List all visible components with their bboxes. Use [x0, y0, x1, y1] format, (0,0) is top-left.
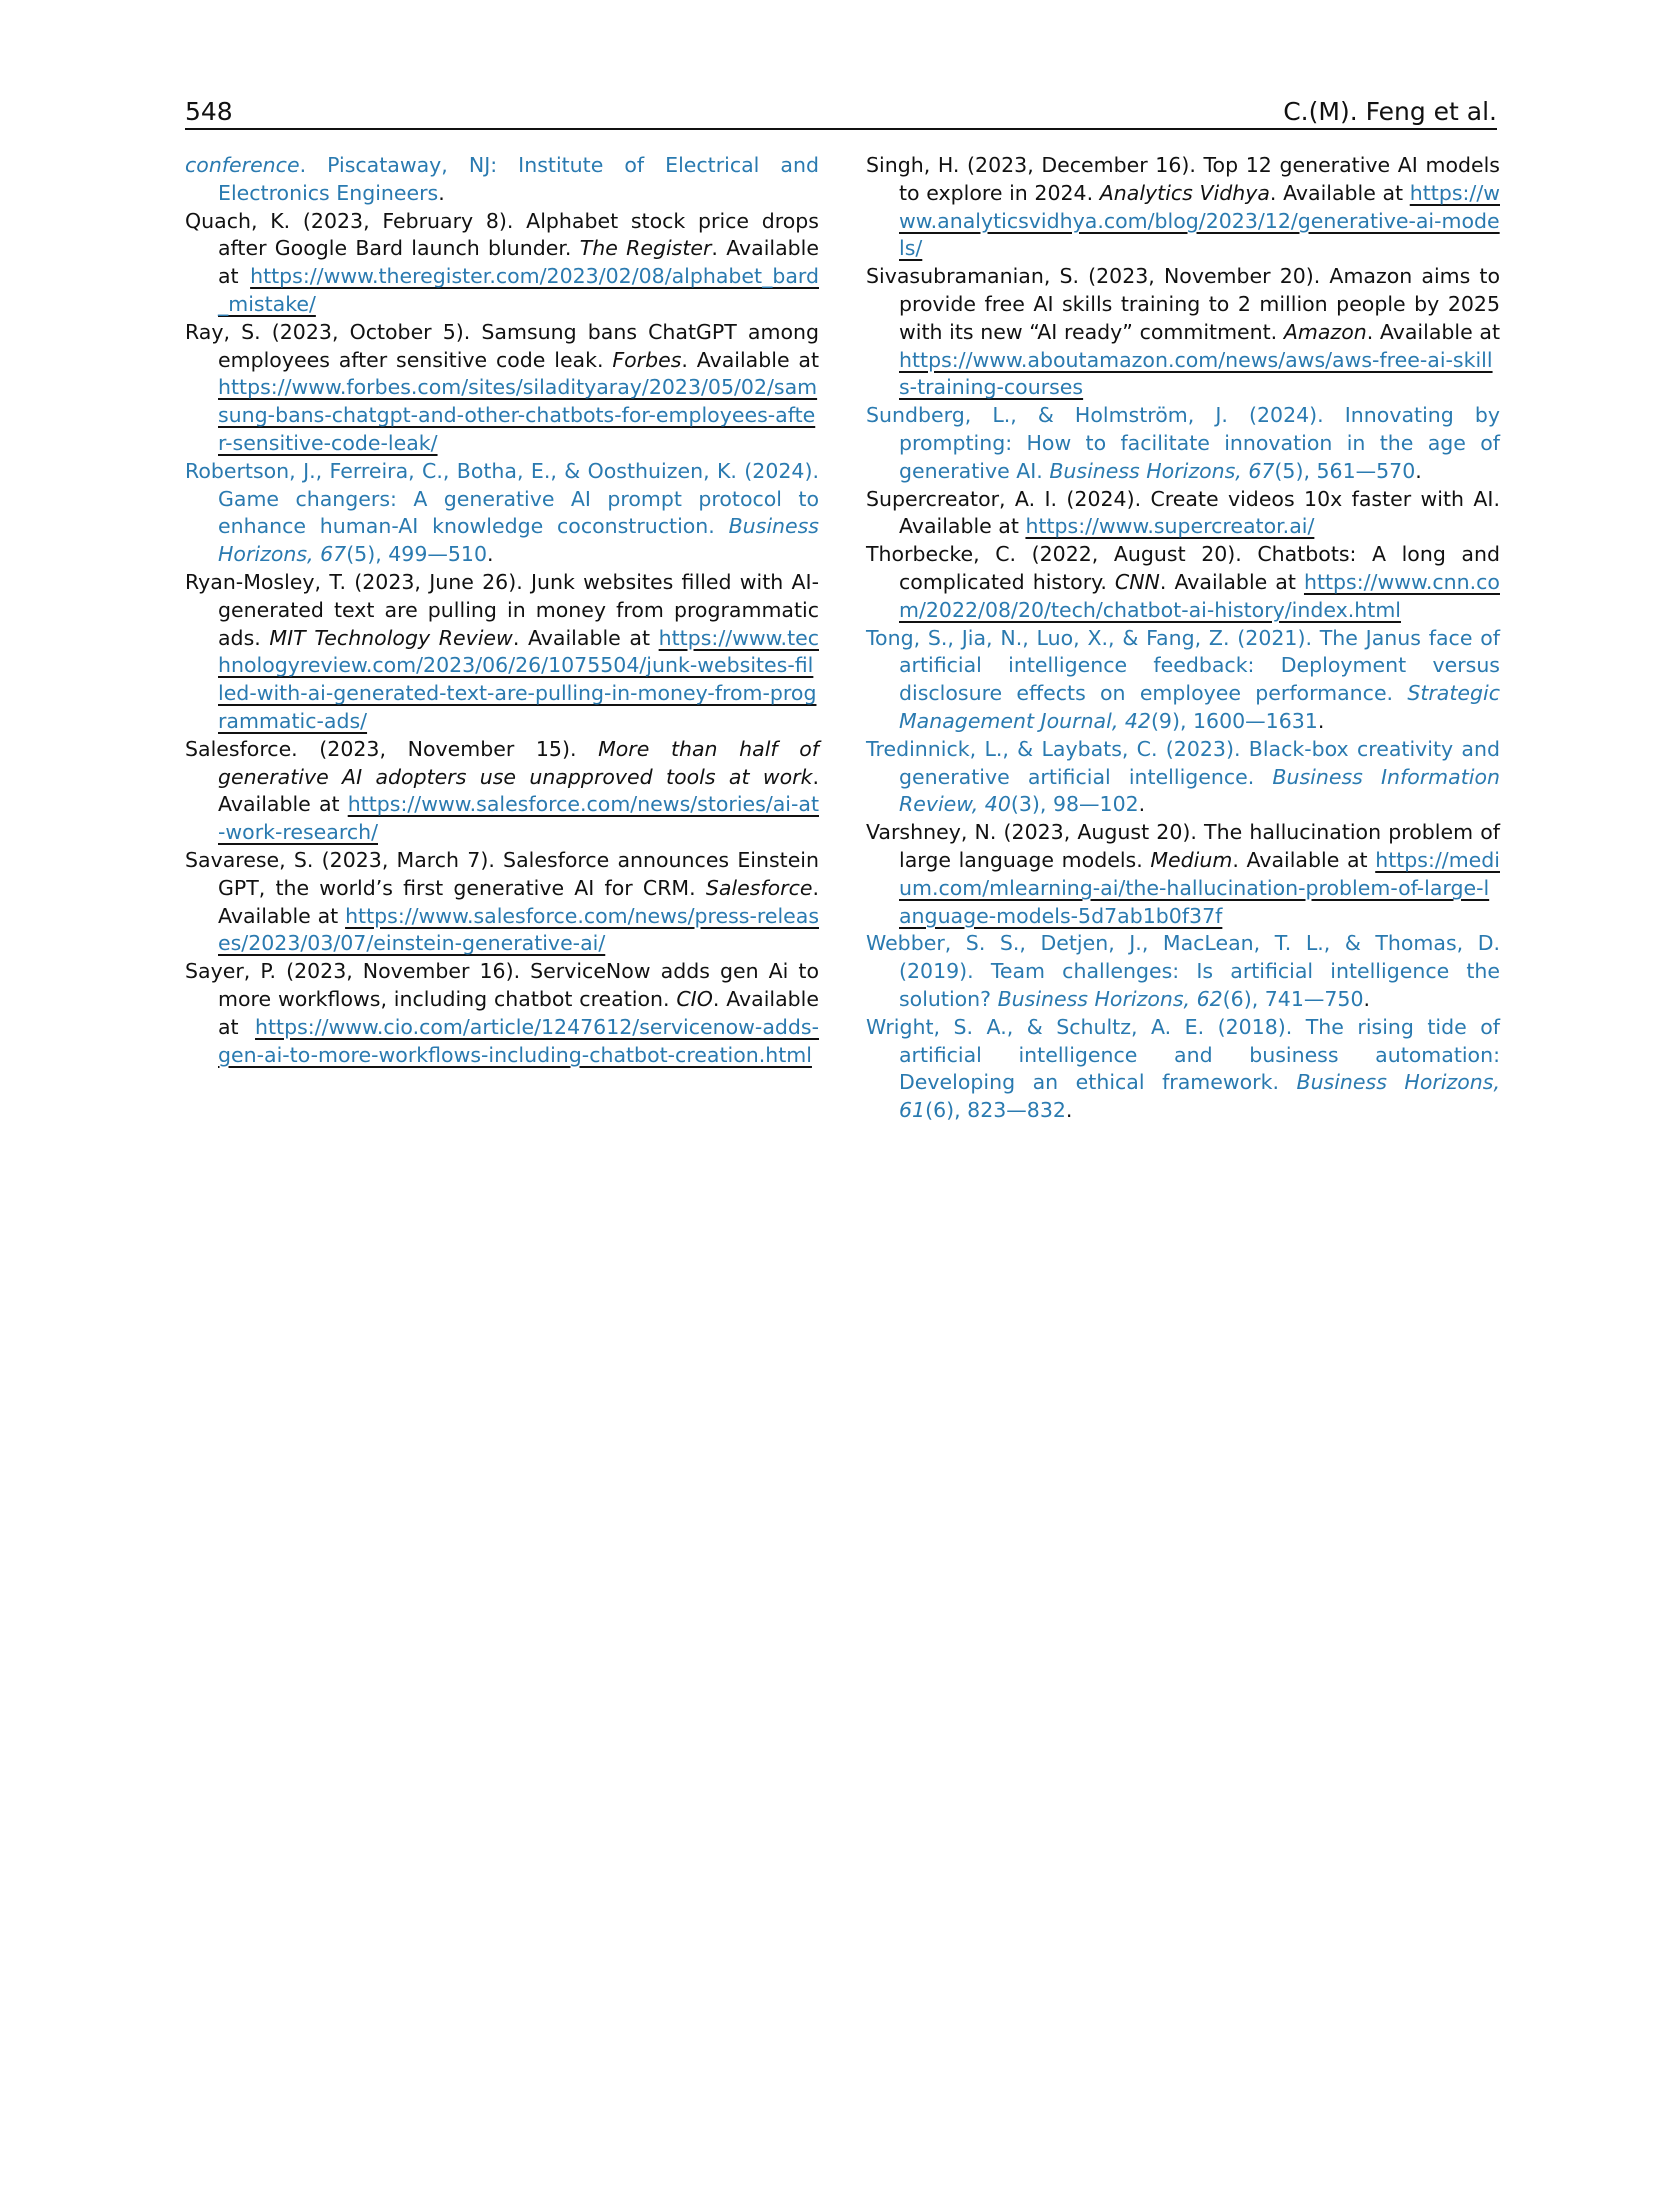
reference-url-link[interactable]: https://www.salesforce.com/news/press-releases/2023/03/07/einstein-generative-ai/: [218, 903, 819, 956]
reference-source: Business Horizons, 62: [997, 986, 1223, 1011]
reference-url-link[interactable]: https://www.salesforce.com/news/stories/ai-at-work-research/: [218, 792, 819, 845]
reference-text: Singh, H. (2023, December 16). Top 12 generative AI models to explore in 2024.: [866, 153, 1500, 205]
reference-source: Forbes: [612, 347, 682, 372]
reference-punctuation: .: [1138, 792, 1146, 817]
reference-text: Sayer, P. (2023, November 16). ServiceNow adds gen Ai to more workflows, including chatbot creation.: [185, 959, 819, 1011]
reference-entry: [185, 736, 819, 847]
reference-entry: [866, 263, 1500, 402]
reference-text: Tredinnick, L., & Laybats, C. (2023). Black-box creativity and generative artificial intelligence.: [866, 736, 1500, 789]
reference-entry: [185, 319, 819, 458]
reference-url-link[interactable]: https://www.cio.com/article/1247612/servicenow-adds-gen-ai-to-more-workflows-including-chatbot-creation.html: [218, 1014, 819, 1067]
reference-entry: [866, 819, 1500, 930]
reference-entry[interactable]: [866, 1014, 1500, 1125]
reference-text: . Available at: [512, 625, 659, 650]
reference-text: . Available at: [218, 986, 819, 1039]
reference-punctuation: .: [487, 542, 494, 567]
reference-punctuation: .: [1415, 458, 1422, 483]
reference-text: Sundberg, L., & Holmström, J. (2024). Innovating by prompting: How to facilitate innovation in the age of generative AI.: [866, 403, 1500, 483]
reference-text: . Available at: [218, 875, 819, 928]
reference-text: (9), 1600—1631: [1150, 708, 1318, 733]
reference-entry: [866, 486, 1500, 542]
reference-entry[interactable]: [866, 402, 1500, 485]
reference-text: . Piscataway, NJ: Institute of Electrical and Electronics Engineers: [218, 153, 819, 205]
reference-url-link[interactable]: https://www.aboutamazon.com/news/aws/aws-free-ai-skills-training-courses: [899, 347, 1493, 400]
reference-entry: [185, 847, 819, 958]
reference-source: MIT Technology Review: [269, 625, 513, 650]
reference-text: Supercreator, A. I. (2024). Create videos 10x faster with AI. Available at: [866, 486, 1500, 539]
reference-text: . Available at: [681, 347, 819, 372]
reference-url-link[interactable]: https://www.analyticsvidhya.com/blog/2023/12/generative-ai-models/: [899, 180, 1500, 261]
reference-source: Business Information Review, 40: [899, 764, 1500, 817]
reference-text: Salesforce. (2023, November 15).: [185, 736, 599, 761]
reference-entry[interactable]: [185, 152, 819, 208]
reference-entry[interactable]: [866, 736, 1500, 819]
reference-url-link[interactable]: https://www.theregister.com/2023/02/08/alphabet_bard_mistake/: [218, 264, 819, 316]
reference-text: . Available at: [1232, 847, 1376, 872]
reference-source: More than half of generative AI adopters use unapproved tools at work: [218, 736, 819, 789]
reference-url-link[interactable]: https://www.cnn.com/2022/08/20/tech/chatbot-ai-history/index.html: [899, 569, 1500, 622]
reference-source: Business Horizons, 67: [218, 514, 819, 567]
reference-source: CNN: [1114, 569, 1160, 594]
reference-punctuation: .: [1317, 708, 1325, 733]
reference-entry: [866, 152, 1500, 263]
page-header: [185, 86, 1497, 130]
reference-entry[interactable]: [866, 625, 1500, 736]
running-authors: C.(M). Feng et al.: [1283, 97, 1497, 126]
reference-text: Ryan-Mosley, T. (2023, June 26). Junk websites filled with AI-generated text are pulling in money from programmatic ads.: [185, 569, 819, 650]
reference-entry: [185, 958, 819, 1069]
reference-source: Business Horizons, 61: [899, 1070, 1500, 1123]
reference-text: Tong, S., Jia, N., Luo, X., & Fang, Z. (2021). The Janus face of artificial intelligence feedback: Deployment versus disclosure effects on employee performance.: [866, 625, 1500, 706]
reference-text: Webber, S. S., Detjen, J., MacLean, T. L., & Thomas, D. (2019). Team challenges: Is artificial intelligence the solution?: [866, 931, 1500, 1011]
reference-url-link[interactable]: https://www.technologyreview.com/2023/06/26/1075504/junk-websites-filled-with-ai-generated-text-are-pulling-in-money-from-programmatic-ads/: [218, 625, 819, 733]
reference-entry[interactable]: [866, 930, 1500, 1013]
reference-source: Strategic Management Journal, 42: [899, 681, 1500, 733]
reference-source: Analytics Vidhya: [1099, 180, 1270, 205]
reference-text: Quach, K. (2023, February 8). Alphabet stock price drops after Google Bard launch blunder.: [185, 208, 819, 261]
reference-url-link[interactable]: https://www.forbes.com/sites/siladityaray/2023/05/02/samsung-bans-chatgpt-and-other-chatbots-for-employees-after-sensitive-code-leak/: [218, 375, 818, 455]
reference-text: . Available at: [218, 236, 819, 289]
reference-entry[interactable]: [185, 458, 819, 569]
reference-text: . Available at: [1366, 319, 1500, 344]
reference-text: . Available at: [1159, 569, 1304, 594]
reference-text: Varshney, N. (2023, August 20). The hallucination problem of large language models.: [866, 820, 1500, 872]
reference-text: . Available at: [1269, 180, 1410, 205]
reference-text: Ray, S. (2023, October 5). Samsung bans ChatGPT among employees after sensitive code leak.: [185, 319, 819, 372]
reference-text: Robertson, J., Ferreira, C., Botha, E., & Oosthuizen, K. (2024). Game changers: A generative AI prompt protocol to enhance human-AI knowledge coconstruction.: [185, 458, 819, 539]
reference-text: Wright, S. A., & Schultz, A. E. (2018). The rising tide of artificial intelligence and business automation: Developing an ethical framework.: [866, 1014, 1500, 1095]
reference-punctuation: .: [438, 180, 445, 205]
reference-url-link[interactable]: https://medium.com/mlearning-ai/the-hallucination-problem-of-large-language-models-5d7ab1b0f37f: [899, 847, 1500, 928]
references-left-column: [185, 152, 819, 1069]
references-right-column: [866, 152, 1500, 1125]
reference-entry: [185, 569, 819, 736]
reference-url-link[interactable]: https://www.supercreator.ai/: [1025, 514, 1315, 539]
reference-entry: [866, 541, 1500, 624]
reference-source: Medium: [1150, 847, 1233, 872]
reference-text: (6), 823—832: [925, 1098, 1066, 1123]
reference-text: Savarese, S. (2023, March 7). Salesforce announces Einstein GPT, the world’s first generative AI for CRM.: [185, 847, 819, 900]
reference-text: (6), 741—750: [1222, 986, 1364, 1011]
reference-punctuation: .: [1065, 1098, 1073, 1123]
page-number: 548: [185, 97, 233, 126]
reference-text: (5), 499—510: [346, 542, 488, 567]
reference-source: The Register: [579, 236, 712, 261]
reference-text: Thorbecke, C. (2022, August 20). Chatbots: A long and complicated history.: [866, 542, 1500, 594]
reference-source: Business Horizons, 67: [1049, 458, 1275, 483]
reference-punctuation: .: [1363, 986, 1371, 1011]
reference-source: CIO: [676, 986, 713, 1011]
reference-text: (3), 98—102: [1010, 792, 1139, 817]
reference-source: conference: [185, 153, 300, 177]
reference-text: . Available at: [218, 764, 819, 817]
reference-text: (5), 561—570: [1274, 458, 1416, 483]
reference-entry: [185, 208, 819, 319]
reference-source: Amazon: [1283, 319, 1367, 344]
reference-text: Sivasubramanian, S. (2023, November 20). Amazon aims to provide free AI skills training to 2 million people by 2025 with its new “AI ready” commitment.: [866, 264, 1500, 344]
reference-source: Salesforce: [705, 875, 813, 900]
